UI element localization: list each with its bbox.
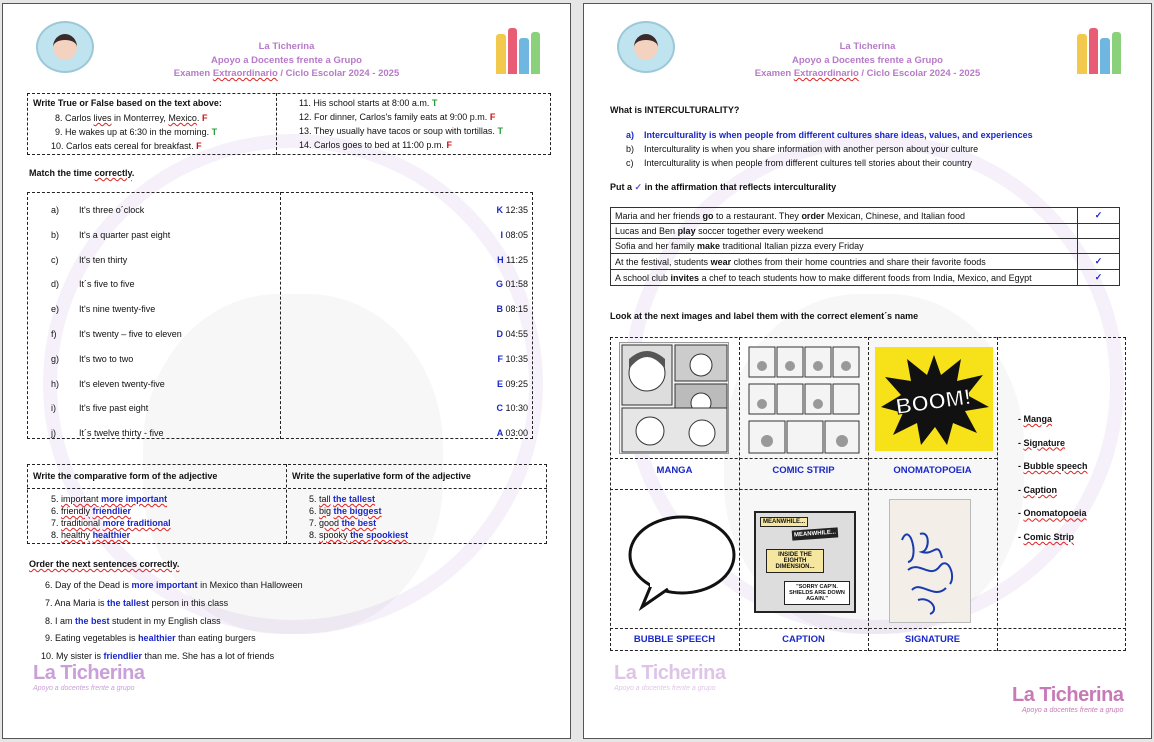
tf-item: 9. He wakes up at 6:30 in the morning. T <box>55 127 218 137</box>
option-text: Interculturality is when you share information with another person about your culture <box>644 144 979 154</box>
match-letter: e) <box>51 304 60 315</box>
order-title: Order the next sentences correctly. <box>29 559 180 569</box>
speech-bubble-image <box>624 511 736 611</box>
adjective-item: 7. traditional more traditional <box>51 518 171 528</box>
check-cell[interactable] <box>1078 239 1120 254</box>
adjective-item: 5. tall the tallest <box>309 494 376 504</box>
match-phrase: It's twenty – five to eleven <box>79 329 182 339</box>
statement-cell: Sofia and her family make traditional Italian pizza every Friday <box>611 239 1078 254</box>
interculturality-question: What is INTERCULTURALITY? <box>610 105 740 115</box>
boom-text: BOOM! <box>894 383 973 420</box>
image-caption: COMIC STRIP <box>772 465 835 476</box>
match-letter: c) <box>51 254 59 265</box>
table-row <box>611 239 1120 254</box>
option-letter: c) <box>626 158 634 168</box>
adjective-item: 5. important more important <box>51 494 168 504</box>
word-list-item: - Bubble speech <box>1018 461 1088 472</box>
header-title: La Ticherina <box>839 41 896 52</box>
image-caption: SIGNATURE <box>904 634 961 645</box>
page-header <box>3 40 570 81</box>
header-exam-line: Examen Extraordinario / Ciclo Escolar 2024 - 2025 <box>173 68 400 79</box>
match-time: B 08:15 <box>496 304 528 315</box>
table-row <box>611 224 1120 239</box>
label-images-title: Look at the next images and label them with the correct element´s name <box>610 311 919 321</box>
order-item: 8. I am the best student in my English class <box>45 615 221 626</box>
match-letter: d) <box>51 279 60 290</box>
word-list-item: - Comic Strip <box>1018 532 1075 542</box>
match-phrase: It's three o´clock <box>79 205 145 215</box>
table-row <box>611 208 1120 224</box>
interculturality-table <box>610 207 1120 286</box>
order-item: 6. Day of the Dead is more important in Mexico than Halloween <box>45 580 303 590</box>
page-header <box>584 40 1151 81</box>
option-letter: a) <box>626 130 635 140</box>
comic-strip-image <box>747 344 861 456</box>
superlative-title: Write the superlative form of the adjective <box>292 471 471 481</box>
match-title: Match the time correctly. <box>29 168 135 178</box>
match-phrase: It's ten thirty <box>79 254 128 265</box>
tf-item: 14. Carlos goes to bed at 11:00 p.m. F <box>299 140 452 150</box>
check-cell[interactable]: ✓ <box>1078 270 1120 286</box>
match-time: K 12:35 <box>496 205 528 215</box>
match-phrase: It´s twelve thirty - five <box>79 428 164 439</box>
match-time: I 08:05 <box>500 229 528 240</box>
word-list-item: - Manga <box>1018 414 1053 424</box>
exam-page-1 <box>2 3 571 739</box>
word-list-item: - Onomatopoeia <box>1018 508 1087 519</box>
tf-item: 12. For dinner, Carlos's family eats at 9:00 p.m. F <box>299 112 496 122</box>
option-text: Interculturality is when people from different cultures share ideas, values, and experiences <box>644 130 1033 140</box>
match-time: C 10:30 <box>496 403 528 414</box>
option-letter: b) <box>626 144 635 154</box>
match-phrase: It's five past eight <box>79 403 149 414</box>
adjective-item: 8. healthy healthier <box>51 530 131 540</box>
onomatopoeia-image <box>875 347 993 451</box>
header-exam-line: Examen Extraordinario / Ciclo Escolar 2024 - 2025 <box>754 68 981 79</box>
match-time: A 03:00 <box>496 428 528 439</box>
image-caption: CAPTION <box>782 634 825 645</box>
comparative-title: Write the comparative form of the adjective <box>33 471 218 481</box>
tf-item: 8. Carlos lives in Monterrey, Mexico. F <box>55 113 208 123</box>
adjective-item: 6. big the biggest <box>309 506 382 516</box>
order-item: 9. Eating vegetables is healthier than eating burgers <box>45 633 256 644</box>
match-time: G 01:58 <box>495 279 528 290</box>
table-row <box>611 270 1120 286</box>
option-text: Interculturality is when people from different cultures tell stories about their country <box>644 158 972 168</box>
match-phrase: It's two to two <box>79 353 134 364</box>
match-letter: a) <box>51 205 60 215</box>
signature-image <box>889 499 971 623</box>
checkmark-icon: ✓ <box>634 182 643 192</box>
statement-cell: At the festival, students wear clothes from their home countries and share their favorite foods <box>611 254 1078 270</box>
put-check-instruction: Put a ✓ in the affirmation that reflects interculturality <box>610 182 837 192</box>
watermark-logo: La Ticherina Apoyo a docentes frente a grupo <box>614 662 726 692</box>
check-cell[interactable]: ✓ <box>1078 254 1120 270</box>
match-phrase: It's eleven twenty-five <box>79 378 165 389</box>
match-letter: g) <box>51 353 60 364</box>
adjective-item: 6. friendly friendlier <box>51 506 132 516</box>
adjective-item: 8. spooky the spookiest <box>309 530 409 540</box>
header-title: La Ticherina <box>258 41 315 52</box>
match-time: F 10:35 <box>497 353 528 364</box>
header-subtitle: Apoyo a Docentes frente a Grupo <box>792 54 943 66</box>
order-item: 10. My sister is friendlier than me. She has a lot of friends <box>41 651 275 662</box>
word-list-item: - Signature <box>1018 437 1066 448</box>
match-letter: f) <box>51 329 57 339</box>
image-caption: MANGA <box>656 465 693 476</box>
image-caption: BUBBLE SPEECH <box>633 634 716 645</box>
match-phrase: It's a quarter past eight <box>79 229 171 240</box>
match-time: E 09:25 <box>496 378 528 389</box>
table-row <box>611 254 1120 270</box>
image-caption: ONOMATOPOEIA <box>893 465 972 476</box>
tf-item: 11. His school starts at 8:00 a.m. T <box>299 98 438 108</box>
tf-item: 13. They usually have tacos or soup with tortillas. T <box>299 126 503 136</box>
match-letter: h) <box>51 378 60 389</box>
order-item: 7. Ana Maria is the tallest person in this class <box>45 597 229 608</box>
match-letter: i) <box>51 403 56 414</box>
adjective-item: 7. good the best <box>309 518 377 528</box>
footer-logo: La Ticherina Apoyo a docentes frente a grupo <box>1012 684 1124 714</box>
match-phrase: It's nine twenty-five <box>79 304 156 315</box>
statement-cell: Lucas and Ben play soccer together every weekend <box>611 224 1078 239</box>
tf-title: Write True or False based on the text above: <box>33 98 222 108</box>
match-time: D 04:55 <box>496 329 528 339</box>
check-cell[interactable] <box>1078 224 1120 239</box>
exam-page-2 <box>583 3 1152 739</box>
statement-cell: Maria and her friends go to a restaurant. They order Mexican, Chinese, and Italian food <box>611 208 1078 224</box>
match-phrase: It´s five to five <box>79 279 135 290</box>
word-list-item: - Caption <box>1018 484 1057 495</box>
caption-image: MEANWHILE... MEANWHILE... INSIDE THE EIGHTH DIMENSION... "SORRY CAP'N. SHIELDS ARE DOWN AGAIN." <box>754 511 856 613</box>
match-letter: j) <box>51 428 56 439</box>
match-time: H 11:25 <box>497 254 528 265</box>
statement-cell: A school club invites a chef to teach students how to make different foods from India, Mexico, and Egypt <box>611 270 1078 286</box>
footer-logo: La Ticherina Apoyo a docentes frente a grupo <box>33 662 145 692</box>
match-letter: b) <box>51 229 60 240</box>
header-subtitle: Apoyo a Docentes frente a Grupo <box>211 54 362 66</box>
check-cell[interactable]: ✓ <box>1078 208 1120 224</box>
manga-image <box>619 342 729 454</box>
tf-item: 10. Carlos eats cereal for breakfast. F <box>51 141 202 151</box>
